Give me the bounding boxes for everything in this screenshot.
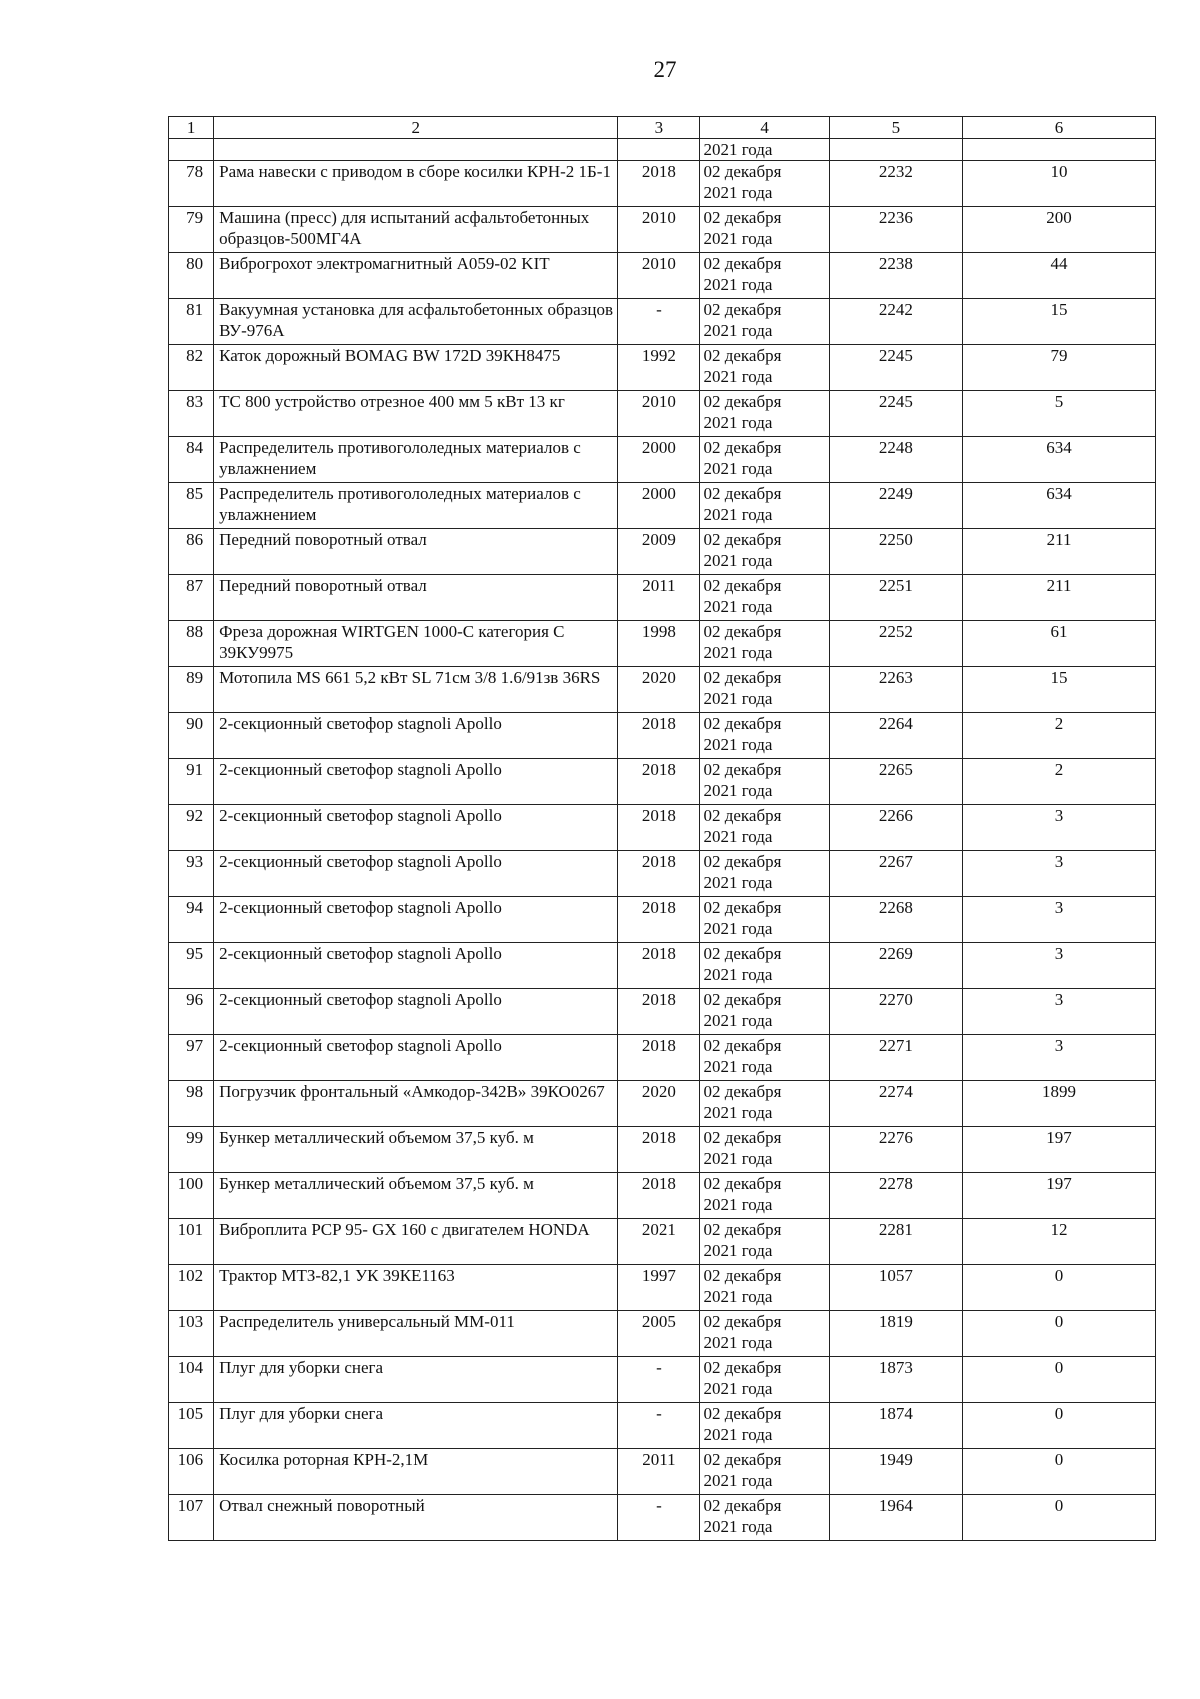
item-value: 3 (963, 1035, 1156, 1081)
item-name: Плуг для уборки снега (214, 1357, 618, 1403)
table-row (169, 1127, 1156, 1173)
date-line-2: 2021 года (703, 1195, 773, 1214)
item-year: 2020 (618, 1081, 700, 1127)
row-number: 105 (169, 1403, 214, 1449)
date-line-1: 02 декабря (703, 1358, 782, 1377)
item-date (700, 1495, 829, 1541)
date-line-1: 02 декабря (703, 1450, 782, 1469)
row-number: 81 (169, 299, 214, 345)
date-line-1: 02 декабря (703, 438, 782, 457)
item-date (700, 1081, 829, 1127)
item-date (700, 1403, 829, 1449)
date-line-1: 02 декабря (703, 484, 782, 503)
item-name: Бункер металлический объемом 37,5 куб. м (214, 1127, 618, 1173)
inventory-number: 2269 (829, 943, 962, 989)
row-number: 78 (169, 161, 214, 207)
inventory-number: 2271 (829, 1035, 962, 1081)
item-date (700, 1311, 829, 1357)
column-header: 2 (214, 117, 618, 139)
date-line-2: 2021 года (703, 1379, 773, 1398)
date-line-1: 02 декабря (703, 162, 782, 181)
date-line-2: 2021 года (703, 689, 773, 708)
row-number: 82 (169, 345, 214, 391)
date-line-1: 02 декабря (703, 990, 782, 1009)
date-line-2: 2021 года (703, 597, 773, 616)
item-date (700, 851, 829, 897)
inventory-number: 2245 (829, 391, 962, 437)
item-date (700, 1173, 829, 1219)
date-line-2: 2021 года (703, 275, 773, 294)
item-year: 2000 (618, 483, 700, 529)
inventory-number: 1873 (829, 1357, 962, 1403)
date-line-2: 2021 года (703, 551, 773, 570)
date-line-2: 2021 года (703, 1287, 773, 1306)
row-number: 106 (169, 1449, 214, 1495)
item-year: 2011 (618, 575, 700, 621)
date-line-2: 2021 года (703, 1011, 773, 1030)
date-line-2: 2021 года (703, 735, 773, 754)
item-date (700, 713, 829, 759)
row-number: 80 (169, 253, 214, 299)
item-name: Передний поворотный отвал (214, 575, 618, 621)
item-value: 211 (963, 529, 1156, 575)
empty-cell (963, 139, 1156, 161)
item-date (700, 667, 829, 713)
inventory-number: 2265 (829, 759, 962, 805)
item-year: 1997 (618, 1265, 700, 1311)
row-number: 98 (169, 1081, 214, 1127)
item-date (700, 345, 829, 391)
table-row (169, 529, 1156, 575)
item-date (700, 1127, 829, 1173)
date-line-1: 02 декабря (703, 1266, 782, 1285)
item-name: Погрузчик фронтальный «Амкодор-342В» 39КО0267 (214, 1081, 618, 1127)
item-date (700, 897, 829, 943)
inventory-number: 2250 (829, 529, 962, 575)
date-line-1: 02 декабря (703, 760, 782, 779)
date-line-2: 2021 года (703, 1517, 773, 1536)
item-value: 10 (963, 161, 1156, 207)
date-line-2: 2021 года (703, 643, 773, 662)
item-name: Косилка роторная КРН-2,1М (214, 1449, 618, 1495)
item-name: Машина (пресс) для испытаний асфальтобетонных образцов-500МГ4А (214, 207, 618, 253)
table-row (169, 1035, 1156, 1081)
item-year: 2018 (618, 943, 700, 989)
date-line-1: 02 декабря (703, 714, 782, 733)
inventory-number: 2278 (829, 1173, 962, 1219)
item-year: 2020 (618, 667, 700, 713)
item-name: 2-секционный светофор stagnoli Apollo (214, 943, 618, 989)
row-number: 93 (169, 851, 214, 897)
item-year: 2010 (618, 207, 700, 253)
item-name: ТС 800 устройство отрезное 400 мм 5 кВт 13 кг (214, 391, 618, 437)
date-line-2: 2021 года (703, 229, 773, 248)
item-value: 0 (963, 1265, 1156, 1311)
column-header: 5 (829, 117, 962, 139)
table-row (169, 1449, 1156, 1495)
date-line-2: 2021 года (703, 1471, 773, 1490)
inventory-number: 2252 (829, 621, 962, 667)
item-value: 15 (963, 299, 1156, 345)
item-value: 15 (963, 667, 1156, 713)
item-year: 2011 (618, 1449, 700, 1495)
page-number: 27 (653, 57, 677, 82)
item-name: Отвал снежный поворотный (214, 1495, 618, 1541)
table-row (169, 1357, 1156, 1403)
table-row (169, 1311, 1156, 1357)
item-value: 3 (963, 805, 1156, 851)
item-date (700, 207, 829, 253)
date-line-2: 2021 года (703, 183, 773, 202)
item-date (700, 1219, 829, 1265)
inventory-number: 2274 (829, 1081, 962, 1127)
date-line-1: 02 декабря (703, 346, 782, 365)
row-number: 104 (169, 1357, 214, 1403)
item-date (700, 759, 829, 805)
inventory-number: 2236 (829, 207, 962, 253)
table-row (169, 805, 1156, 851)
date-line-1: 02 декабря (703, 300, 782, 319)
item-value: 44 (963, 253, 1156, 299)
item-name: Распределитель противогололедных материалов с увлажнением (214, 483, 618, 529)
item-date (700, 437, 829, 483)
item-value: 61 (963, 621, 1156, 667)
row-number: 89 (169, 667, 214, 713)
item-name: Виброгрохот электромагнитный А059-02 KIT (214, 253, 618, 299)
table-row (169, 759, 1156, 805)
row-number: 101 (169, 1219, 214, 1265)
item-name: Плуг для уборки снега (214, 1403, 618, 1449)
date-line-2: 2021 года (703, 1425, 773, 1444)
table-row (169, 1173, 1156, 1219)
item-year: 2018 (618, 805, 700, 851)
item-year: - (618, 1403, 700, 1449)
item-value: 2 (963, 713, 1156, 759)
date-line-2: 2021 года (703, 1057, 773, 1076)
item-date (700, 1265, 829, 1311)
table-row (169, 1495, 1156, 1541)
table-row (169, 299, 1156, 345)
item-name: Передний поворотный отвал (214, 529, 618, 575)
table-row (169, 391, 1156, 437)
item-value: 200 (963, 207, 1156, 253)
row-number: 92 (169, 805, 214, 851)
item-year: - (618, 299, 700, 345)
inventory-number: 2232 (829, 161, 962, 207)
inventory-number: 2263 (829, 667, 962, 713)
item-name: Трактор МТЗ-82,1 УК 39КЕ1163 (214, 1265, 618, 1311)
item-name: 2-секционный светофор stagnoli Apollo (214, 713, 618, 759)
item-value: 3 (963, 943, 1156, 989)
item-date (700, 621, 829, 667)
item-value: 12 (963, 1219, 1156, 1265)
table-row (169, 621, 1156, 667)
item-name: Фреза дорожная WIRTGEN 1000-С категория С 39КУ9975 (214, 621, 618, 667)
item-name: Каток дорожный BOMAG BW 172D 39КН8475 (214, 345, 618, 391)
table-row (169, 943, 1156, 989)
item-date (700, 943, 829, 989)
item-name: Распределитель противогололедных материалов с увлажнением (214, 437, 618, 483)
inventory-number: 2245 (829, 345, 962, 391)
inventory-number: 1874 (829, 1403, 962, 1449)
inventory-number: 2264 (829, 713, 962, 759)
table-row (169, 713, 1156, 759)
item-date (700, 575, 829, 621)
item-date (700, 299, 829, 345)
inventory-number: 2251 (829, 575, 962, 621)
table-row (169, 483, 1156, 529)
date-line-2: 2021 года (703, 781, 773, 800)
row-number: 90 (169, 713, 214, 759)
item-value: 1899 (963, 1081, 1156, 1127)
date-line-2: 2021 года (703, 873, 773, 892)
item-year: 2018 (618, 1035, 700, 1081)
date-line-2: 2021 года (703, 459, 773, 478)
item-value: 3 (963, 989, 1156, 1035)
item-date (700, 391, 829, 437)
row-number: 100 (169, 1173, 214, 1219)
item-date (700, 253, 829, 299)
item-year: 2018 (618, 713, 700, 759)
item-name: Виброплита PCP 95- GX 160 с двигателем HONDA (214, 1219, 618, 1265)
date-line-1: 02 декабря (703, 668, 782, 687)
row-number: 86 (169, 529, 214, 575)
item-value: 79 (963, 345, 1156, 391)
inventory-number: 2276 (829, 1127, 962, 1173)
item-value: 197 (963, 1173, 1156, 1219)
item-year: 2010 (618, 253, 700, 299)
date-line-2: 2021 года (703, 367, 773, 386)
item-name: 2-секционный светофор stagnoli Apollo (214, 989, 618, 1035)
item-value: 211 (963, 575, 1156, 621)
row-number: 83 (169, 391, 214, 437)
inventory-number: 2242 (829, 299, 962, 345)
item-date (700, 989, 829, 1035)
row-number: 96 (169, 989, 214, 1035)
item-year: 2018 (618, 851, 700, 897)
date-line-1: 02 декабря (703, 944, 782, 963)
table-row (169, 437, 1156, 483)
row-number: 88 (169, 621, 214, 667)
date-line-1: 02 декабря (703, 898, 782, 917)
item-value: 634 (963, 437, 1156, 483)
date-line-1: 02 декабря (703, 806, 782, 825)
date-line-2: 2021 года (703, 505, 773, 524)
date-line-1: 02 декабря (703, 576, 782, 595)
asset-table (168, 116, 1156, 1541)
date-line-1: 02 декабря (703, 622, 782, 641)
item-date (700, 805, 829, 851)
item-year: 2018 (618, 1173, 700, 1219)
item-name: 2-секционный светофор stagnoli Apollo (214, 759, 618, 805)
item-year: 2018 (618, 989, 700, 1035)
date-line-2: 2021 года (703, 827, 773, 846)
empty-cell (618, 139, 700, 161)
table-row (169, 575, 1156, 621)
inventory-number: 2270 (829, 989, 962, 1035)
date-line-1: 02 декабря (703, 254, 782, 273)
item-date (700, 1357, 829, 1403)
item-date (700, 1035, 829, 1081)
item-date (700, 483, 829, 529)
row-number: 99 (169, 1127, 214, 1173)
table-row (169, 1265, 1156, 1311)
row-number: 97 (169, 1035, 214, 1081)
continuation-row (169, 139, 1156, 161)
table-row (169, 1219, 1156, 1265)
date-line-2: 2021 года (703, 1149, 773, 1168)
date-line-1: 02 декабря (703, 1404, 782, 1423)
date-line-1: 02 декабря (703, 1128, 782, 1147)
item-value: 634 (963, 483, 1156, 529)
item-year: 2021 (618, 1219, 700, 1265)
inventory-number: 1819 (829, 1311, 962, 1357)
date-line-1: 02 декабря (703, 1174, 782, 1193)
date-line-1: 02 декабря (703, 208, 782, 227)
item-date (700, 1449, 829, 1495)
table-row (169, 345, 1156, 391)
item-value: 0 (963, 1449, 1156, 1495)
date-line-2: 2021 года (703, 1241, 773, 1260)
column-header: 3 (618, 117, 700, 139)
table-row (169, 1081, 1156, 1127)
item-name: 2-секционный светофор stagnoli Apollo (214, 805, 618, 851)
date-line-2: 2021 года (703, 413, 773, 432)
row-number: 91 (169, 759, 214, 805)
item-value: 0 (963, 1357, 1156, 1403)
item-year: 2010 (618, 391, 700, 437)
table-row (169, 989, 1156, 1035)
date-line-1: 02 декабря (703, 530, 782, 549)
item-year: 1992 (618, 345, 700, 391)
table-row (169, 667, 1156, 713)
date-line-1: 02 декабря (703, 1036, 782, 1055)
table-row (169, 897, 1156, 943)
date-line-1: 02 декабря (703, 852, 782, 871)
row-number: 102 (169, 1265, 214, 1311)
table-row (169, 1403, 1156, 1449)
item-value: 3 (963, 851, 1156, 897)
item-name: Распределитель универсальный ММ-011 (214, 1311, 618, 1357)
table-row (169, 253, 1156, 299)
row-number: 103 (169, 1311, 214, 1357)
inventory-number: 2238 (829, 253, 962, 299)
item-value: 197 (963, 1127, 1156, 1173)
item-value: 0 (963, 1403, 1156, 1449)
table-row (169, 161, 1156, 207)
item-year: 2009 (618, 529, 700, 575)
item-name: Рама навески с приводом в сборе косилки КРН-2 1Б-1 (214, 161, 618, 207)
row-number: 107 (169, 1495, 214, 1541)
column-header: 4 (700, 117, 829, 139)
inventory-number: 2248 (829, 437, 962, 483)
item-value: 2 (963, 759, 1156, 805)
row-number: 94 (169, 897, 214, 943)
item-value: 0 (963, 1311, 1156, 1357)
empty-cell (214, 139, 618, 161)
item-date (700, 161, 829, 207)
inventory-number: 1964 (829, 1495, 962, 1541)
item-year: 2018 (618, 161, 700, 207)
inventory-number: 2281 (829, 1219, 962, 1265)
item-year: - (618, 1495, 700, 1541)
date-line-1: 02 декабря (703, 1082, 782, 1101)
item-name: Бункер металлический объемом 37,5 куб. м (214, 1173, 618, 1219)
date-line-2: 2021 года (703, 965, 773, 984)
item-year: 2018 (618, 897, 700, 943)
item-name: 2-секционный светофор stagnoli Apollo (214, 1035, 618, 1081)
table-row (169, 851, 1156, 897)
date-line-2: 2021 года (703, 919, 773, 938)
item-value: 3 (963, 897, 1156, 943)
row-number: 87 (169, 575, 214, 621)
date-line-2: 2021 года (703, 1103, 773, 1122)
item-value: 5 (963, 391, 1156, 437)
empty-cell (829, 139, 962, 161)
row-number: 79 (169, 207, 214, 253)
table-header-row (169, 117, 1156, 139)
item-year: 2018 (618, 759, 700, 805)
item-year: 1998 (618, 621, 700, 667)
row-number: 85 (169, 483, 214, 529)
item-year: 2018 (618, 1127, 700, 1173)
date-line-1: 02 декабря (703, 1496, 782, 1515)
inventory-number: 1057 (829, 1265, 962, 1311)
row-number: 84 (169, 437, 214, 483)
inventory-number: 2268 (829, 897, 962, 943)
item-date (700, 529, 829, 575)
item-name: Мотопила MS 661 5,2 кВт SL 71см 3/8 1.6/91зв 36RS (214, 667, 618, 713)
date-line-1: 02 декабря (703, 1220, 782, 1239)
date-line-1: 02 декабря (703, 1312, 782, 1331)
table-row (169, 207, 1156, 253)
date-continuation: 2021 года (700, 139, 829, 161)
inventory-number: 2267 (829, 851, 962, 897)
date-line-1: 02 декабря (703, 392, 782, 411)
empty-cell (169, 139, 214, 161)
item-name: Вакуумная установка для асфальтобетонных образцов ВУ-976А (214, 299, 618, 345)
item-value: 0 (963, 1495, 1156, 1541)
column-header: 6 (963, 117, 1156, 139)
inventory-number: 2249 (829, 483, 962, 529)
item-name: 2-секционный светофор stagnoli Apollo (214, 851, 618, 897)
date-line-2: 2021 года (703, 321, 773, 340)
item-year: 2005 (618, 1311, 700, 1357)
inventory-number: 1949 (829, 1449, 962, 1495)
date-line-2: 2021 года (703, 1333, 773, 1352)
item-year: 2000 (618, 437, 700, 483)
item-name: 2-секционный светофор stagnoli Apollo (214, 897, 618, 943)
column-header: 1 (169, 117, 214, 139)
row-number: 95 (169, 943, 214, 989)
inventory-number: 2266 (829, 805, 962, 851)
item-year: - (618, 1357, 700, 1403)
